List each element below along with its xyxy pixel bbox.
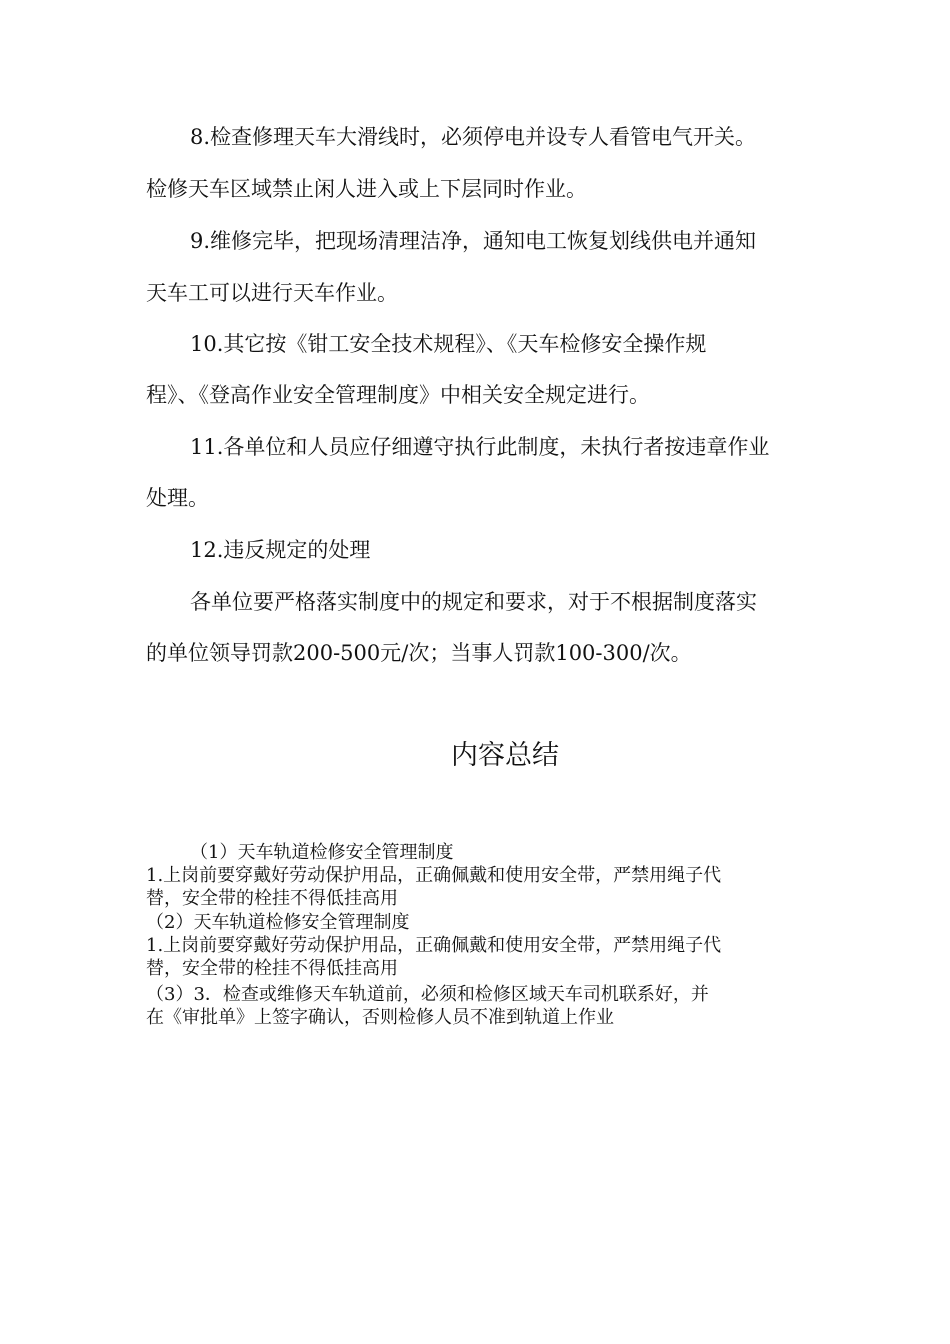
summary-item-1-heading: （1）天车轨道检修安全管理制度: [190, 842, 454, 863]
paragraph-8-line-1: 8.检查修理天车大滑线时，必须停电并设专人看管电气开关。: [190, 125, 757, 149]
summary-item-3-line-1: （3）3．检查或维修天车轨道前，必须和检修区域天车司机联系好，并: [146, 984, 709, 1005]
summary-item-2-heading: （2）天车轨道检修安全管理制度: [146, 912, 410, 933]
penalty-paragraph-line-2: 的单位领导罚款200-500元/次；当事人罚款100-300/次。: [146, 641, 692, 665]
paragraph-9-line-1: 9.维修完毕，把现场清理洁净，通知电工恢复划线供电并通知: [190, 229, 757, 253]
paragraph-10-line-1: 10.其它按《钳工安全技术规程》、《天车检修安全操作规: [190, 332, 707, 356]
paragraph-11-line-1: 11.各单位和人员应仔细遵守执行此制度，未执行者按违章作业: [190, 435, 770, 459]
paragraph-12-heading: 12.违反规定的处理: [190, 538, 371, 562]
summary-item-1-line-1: 1.上岗前要穿戴好劳动保护用品，正确佩戴和使用安全带，严禁用绳子代: [146, 865, 722, 886]
summary-item-1-line-2: 替，安全带的栓挂不得低挂高用: [146, 888, 398, 909]
summary-title: 内容总结: [451, 740, 559, 771]
summary-item-2-line-2: 替，安全带的栓挂不得低挂高用: [146, 958, 398, 979]
paragraph-10-line-2: 程》、《登高作业安全管理制度》中相关安全规定进行。: [146, 383, 650, 407]
paragraph-8-line-2: 检修天车区域禁止闲人进入或上下层同时作业。: [146, 177, 587, 201]
summary-item-2-line-1: 1.上岗前要穿戴好劳动保护用品，正确佩戴和使用安全带，严禁用绳子代: [146, 935, 722, 956]
paragraph-9-line-2: 天车工可以进行天车作业。: [146, 281, 398, 305]
paragraph-11-line-2: 处理。: [146, 486, 209, 510]
summary-item-3-line-2: 在《审批单》上签字确认，否则检修人员不准到轨道上作业: [146, 1007, 614, 1028]
penalty-paragraph-line-1: 各单位要严格落实制度中的规定和要求，对于不根据制度落实: [190, 590, 757, 614]
